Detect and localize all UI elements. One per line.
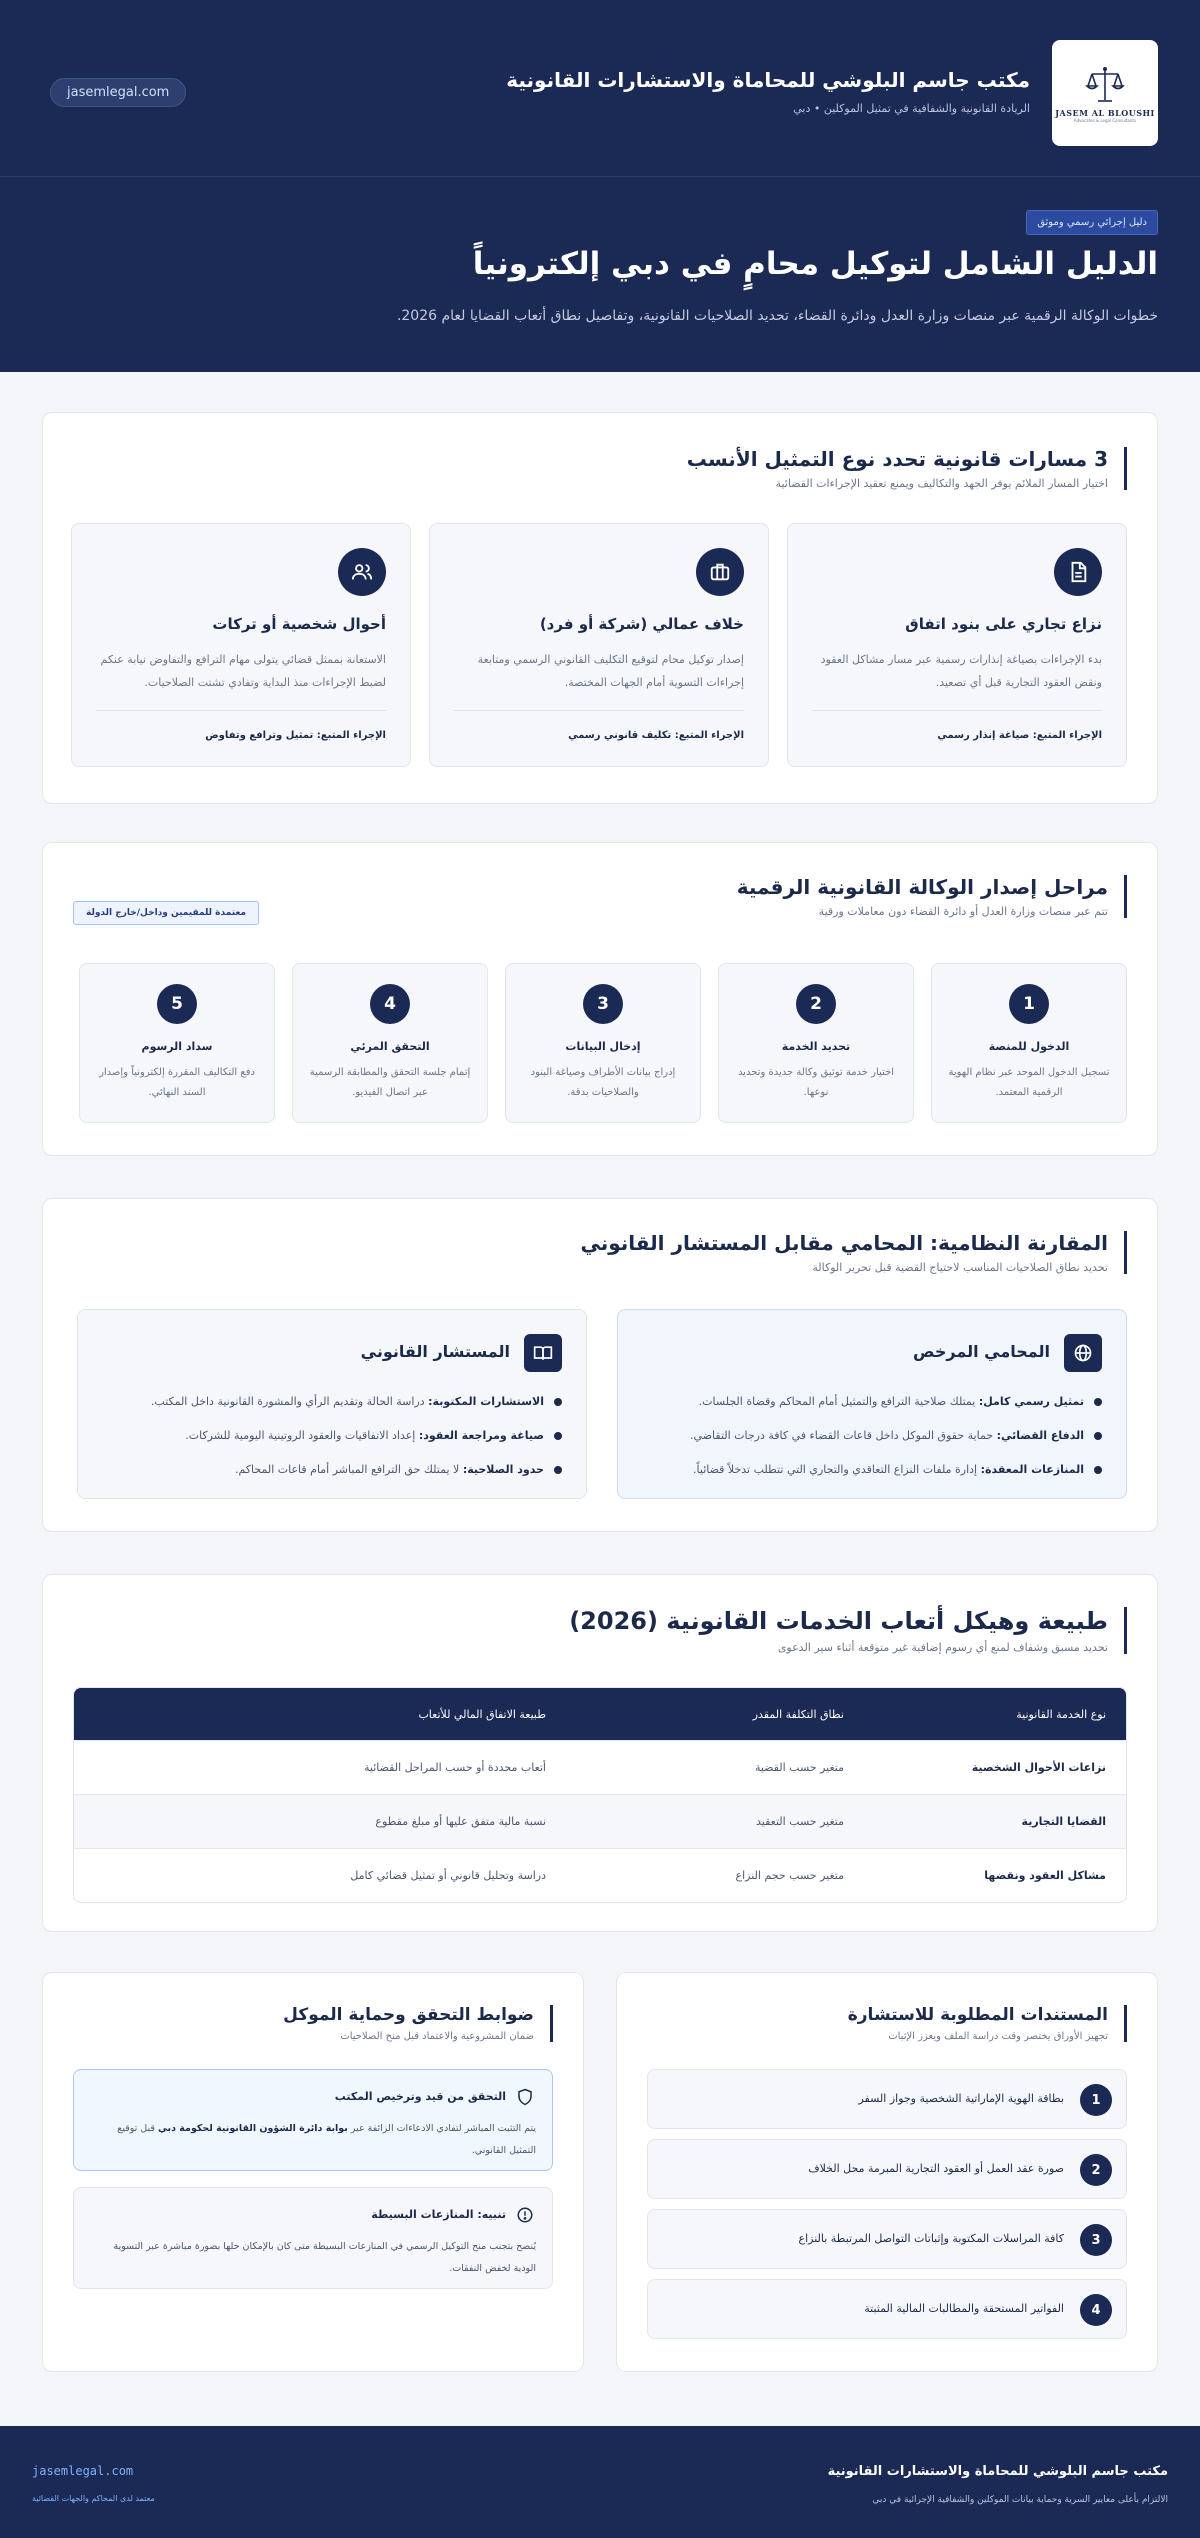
stage-step	[505, 963, 701, 1123]
step-title: تحديد الخدمة	[781, 1040, 851, 1053]
note-title: تنبيه: المنازعات البسيطة	[371, 2208, 506, 2221]
section-title: المقارنة النظامية: المحامي مقابل المستشار القانوني	[580, 1231, 1108, 1255]
table-cell: القضايا التجارية	[1021, 1815, 1106, 1828]
path-card-commercial[interactable]	[787, 523, 1127, 767]
eligibility-tag: معتمدة للمقيمين وداخل/خارج الدولة	[73, 901, 259, 925]
users-icon	[338, 548, 386, 596]
fees-table	[73, 1687, 1127, 1903]
book-icon	[524, 1334, 562, 1372]
document-icon	[1054, 548, 1102, 596]
step-description: اختيار خدمة توثيق وكالة جديدة وتحديد نوعها.	[737, 1067, 895, 1098]
footer-certification: معتمد لدى المحاكم والجهات القضائية	[32, 2494, 155, 2503]
firm-name: مكتب جاسم البلوشي للمحاماة والاستشارات القانونية	[506, 68, 1030, 92]
section-title: طبيعة وهيكل أتعاب الخدمات القانونية (2026)	[569, 1607, 1108, 1635]
shield-icon	[514, 2086, 536, 2108]
document-item	[647, 2209, 1127, 2269]
lawyer-item: الدفاع القضائي: حماية حقوق الموكل داخل قاعات القضاء في كافة درجات التقاضي.	[638, 1426, 1102, 1446]
documents-section	[616, 1972, 1158, 2372]
license-check-note	[73, 2069, 553, 2171]
table-cell: متغير حسب حجم النزاع	[735, 1869, 844, 1882]
footer-identity	[828, 2464, 1168, 2506]
hero-banner	[0, 0, 1200, 372]
item-number: 4	[1080, 2294, 1112, 2326]
table-cell: نسبة مالية متفق عليها أو مبلغ مقطوع	[375, 1815, 546, 1828]
section-subtitle: تتم عبر منصات وزارة العدل أو دائرة القضاء دون معاملات ورقية	[818, 905, 1108, 918]
note-title: التحقق من قيد وترخيص المكتب	[334, 2090, 506, 2103]
scales-of-justice-icon	[1084, 64, 1126, 106]
path-divider	[96, 710, 386, 711]
consultant-item: حدود الصلاحية: لا يمتلك حق الترافع المباشر أمام قاعات المحاكم.	[98, 1460, 562, 1480]
path-card-labor[interactable]	[429, 523, 769, 767]
item-text: صورة عقد العمل أو العقود التجارية المبرمة محل الخلاف	[808, 2162, 1064, 2175]
section-title: ضوابط التحقق وحماية الموكل	[283, 2005, 534, 2025]
firm-tagline: الريادة القانونية والشفافية في تمثيل الموكلين • دبي	[793, 102, 1030, 115]
step-number: 3	[583, 984, 623, 1024]
table-cell: دراسة وتحليل قانوني أو تمثيل قضائي كامل	[350, 1869, 546, 1882]
top-bar	[50, 40, 1158, 146]
consultant-item: الاستشارات المكتوبة: دراسة الحالة وتقديم الرأي والمشورة القانونية داخل المكتب.	[98, 1392, 562, 1412]
table-row	[74, 1848, 1126, 1902]
step-number: 1	[1009, 984, 1049, 1024]
footer-contact	[32, 2464, 155, 2505]
lawyer-item: تمثيل رسمي كامل: يمتلك صلاحية الترافع والتمثيل أمام المحاكم وقضاة الجلسات.	[638, 1392, 1102, 1412]
section-heading	[848, 2005, 1127, 2042]
step-number: 2	[796, 984, 836, 1024]
path-action: الإجراء المتبع: تكليف قانوني رسمي	[568, 730, 744, 741]
stage-step	[931, 963, 1127, 1123]
document-item	[647, 2069, 1127, 2129]
note-description: يُنصح بتجنب منح التوكيل الرسمي في المنازعات البسيطة متى كان بالإمكان حلها بصورة مباشرة عبر التسوية الودية لخفض النفقات.	[113, 2241, 536, 2274]
lawyer-title: المحامي المرخص	[913, 1342, 1050, 1361]
section-heading	[737, 875, 1127, 918]
step-title: إدخال البيانات	[565, 1040, 641, 1053]
note-description: يتم التثبت المباشر لتفادي الادعاءات الزائفة عبر بوابة دائرة الشؤون القانونية لحكومة دبي قبل توقيع التمثيل القانوني.	[117, 2123, 536, 2156]
section-title: المستندات المطلوبة للاستشارة	[847, 2005, 1108, 2025]
consultant-list	[98, 1392, 562, 1494]
lawyer-card	[617, 1309, 1127, 1499]
section-title: مراحل إصدار الوكالة القانونية الرقمية	[736, 875, 1108, 899]
step-title: الدخول للمنصة	[988, 1040, 1070, 1053]
consultant-title: المستشار القانوني	[360, 1342, 510, 1361]
stage-step	[79, 963, 275, 1123]
firm-logo[interactable]	[1052, 40, 1158, 146]
step-description: إدراج بيانات الأطراف وصياغة البنود والصلاحيات بدقة.	[530, 1067, 676, 1098]
section-subtitle: ضمان المشروعية والاعتماد قبل منح الصلاحيات	[340, 2031, 534, 2042]
path-description: إصدار توكيل محام لتوقيع التكليف القانوني الرسمي ومتابعة إجراءات التسوية أمام الجهات المختصة.	[477, 653, 744, 689]
firm-identity	[506, 68, 1030, 115]
fees-section	[42, 1574, 1158, 1932]
table-cell: نزاعات الأحوال الشخصية	[971, 1761, 1106, 1774]
section-heading	[569, 1607, 1127, 1654]
path-action: الإجراء المتبع: تمثيل وترافع وتفاوض	[205, 730, 386, 741]
lawyer-item: المنازعات المعقدة: إدارة ملفات النزاع التعاقدي والتجاري التي تتطلب تدخلاً قضائياً.	[638, 1460, 1102, 1480]
comparison-section	[42, 1198, 1158, 1532]
item-text: بطاقة الهوية الإماراتية الشخصية وجواز السفر	[858, 2092, 1064, 2105]
item-text: كافة المراسلات المكتوبة وإثباتات التواصل المرتبطة بالنزاع	[798, 2232, 1064, 2245]
step-number: 5	[157, 984, 197, 1024]
path-card-personal[interactable]	[71, 523, 411, 767]
section-subtitle: اختيار المسار الملائم يوفر الجهد والتكاليف ويمنع تعقيد الإجراءات القضائية	[775, 477, 1108, 490]
section-heading	[580, 1231, 1127, 1274]
step-title: سداد الرسوم	[141, 1040, 213, 1053]
website-link[interactable]: jasemlegal.com	[50, 78, 186, 107]
path-divider	[454, 710, 744, 711]
path-description: بدء الإجراءات بصياغة إنذارات رسمية عبر مسار مشاكل العقود ونقض العقود التجارية قبل أي تصعيد.	[820, 653, 1102, 689]
section-title: 3 مسارات قانونية تحدد نوع التمثيل الأنسب	[686, 447, 1108, 471]
section-heading	[283, 2005, 553, 2042]
globe-icon	[1064, 1334, 1102, 1372]
path-title: نزاع تجاري على بنود اتفاق	[905, 615, 1102, 633]
header-divider	[0, 176, 1200, 177]
column-header: طبيعة الاتفاق المالي للأتعاب	[418, 1707, 546, 1721]
path-description: الاستعانة بممثل قضائي يتولى مهام الترافع والتفاوض نيابة عنكم لضبط الإجراءات منذ البداية وتفادي تشتت الصلاحيات.	[100, 653, 386, 689]
table-row	[74, 1740, 1126, 1794]
path-divider	[812, 710, 1102, 711]
lawyer-list	[638, 1392, 1102, 1494]
table-row	[74, 1794, 1126, 1848]
step-description: دفع التكاليف المقررة إلكترونياً وإصدار السند النهائي.	[99, 1067, 255, 1098]
path-title: أحوال شخصية أو تركات	[212, 615, 386, 633]
item-number: 3	[1080, 2224, 1112, 2256]
page-footer	[0, 2426, 1200, 2538]
step-description: تسجيل الدخول الموحد عبر نظام الهوية الرقمية المعتمد.	[948, 1067, 1110, 1098]
document-item	[647, 2279, 1127, 2339]
column-header: نوع الخدمة القانونية	[1016, 1707, 1106, 1721]
section-subtitle: تحديد نطاق الصلاحيات المناسب لاحتياج القضية قبل تحرير الوكالة	[812, 1261, 1108, 1274]
table-cell: أتعاب محددة أو حسب المراحل القضائية	[364, 1761, 546, 1774]
legal-paths-section	[42, 412, 1158, 804]
footer-firm-name: مكتب جاسم البلوشي للمحاماة والاستشارات القانونية	[827, 2464, 1168, 2479]
column-header: نطاق التكلفة المقدر	[752, 1707, 844, 1721]
stage-step	[292, 963, 488, 1123]
consultant-card	[77, 1309, 587, 1499]
table-cell: متغير حسب التعقيد	[755, 1815, 844, 1828]
footer-website-link[interactable]: jasemlegal.com	[32, 2464, 134, 2478]
alert-icon	[514, 2204, 536, 2226]
section-heading	[687, 447, 1127, 490]
briefcase-icon	[696, 548, 744, 596]
table-cell: متغير حسب القضية	[754, 1761, 844, 1774]
page-subtitle: خطوات الوكالة الرقمية عبر منصات وزارة العدل ودائرة القضاء، تحديد الصلاحيات القانونية، وتفاصيل نطاق أتعاب القضايا لعام 2026.	[396, 308, 1158, 324]
section-subtitle: تحديد مسبق وشفاف لمنع أي رسوم إضافية غير متوقعة أثناء سير الدعوى	[777, 1641, 1108, 1654]
step-description: إتمام جلسة التحقق والمطابقة الرسمية عبر اتصال الفيديو.	[309, 1067, 471, 1098]
table-header	[74, 1688, 1126, 1740]
stage-step	[718, 963, 914, 1123]
path-action: الإجراء المتبع: صياغة إنذار رسمي	[937, 730, 1102, 741]
hero-badge: دليل إجرائي رسمي وموثق	[1026, 210, 1158, 235]
step-title: التحقق المرئي	[350, 1040, 430, 1053]
verification-section	[42, 1972, 584, 2372]
logo-name: JASEM AL BLOUSHI	[1055, 107, 1155, 118]
logo-tagline: Advocates & Legal Consultants	[1073, 117, 1137, 123]
consultant-item: صياغة ومراجعة العقود: إعداد الاتفاقيات والعقود الروتينية اليومية للشركات.	[98, 1426, 562, 1446]
path-title: خلاف عمالي (شركة أو فرد)	[539, 615, 744, 633]
step-number: 4	[370, 984, 410, 1024]
footer-tagline: الالتزام بأعلى معايير السرية وحماية بيانات الموكلين والشفافية الإجرائية في دبي	[872, 2495, 1168, 2505]
section-subtitle: تجهيز الأوراق يختصر وقت دراسة الملف ويعزز الإثبات	[888, 2031, 1108, 2042]
document-item	[647, 2139, 1127, 2199]
item-text: الفواتير المستحقة والمطالبات المالية المثبتة	[864, 2302, 1064, 2315]
item-number: 1	[1080, 2084, 1112, 2116]
page-title: الدليل الشامل لتوكيل محامٍ في دبي إلكترونياً	[472, 246, 1158, 282]
simple-disputes-alert	[73, 2187, 553, 2289]
item-number: 2	[1080, 2154, 1112, 2186]
poa-stages-section	[42, 842, 1158, 1156]
table-cell: مشاكل العقود ونقضها	[984, 1869, 1106, 1882]
